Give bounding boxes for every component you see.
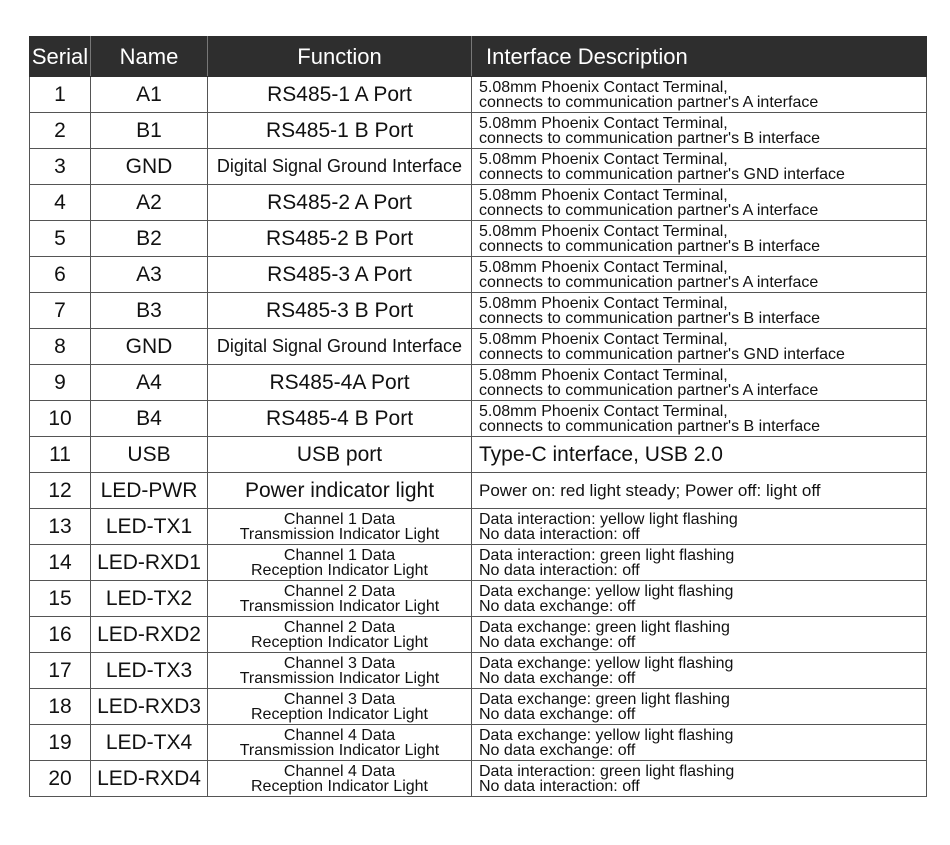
interface-description-cell [472, 581, 927, 617]
interface-description-cell [472, 761, 927, 797]
function-cell [208, 365, 472, 401]
interface-table [29, 36, 927, 797]
description-line: 5.08mm Phoenix Contact Terminal, [479, 150, 728, 168]
name-cell: LED-RXD2 [91, 617, 208, 653]
table-row [30, 293, 927, 329]
header-name: Name [91, 37, 208, 77]
description-line: Data exchange: yellow light flashing [479, 726, 734, 744]
table-row [30, 761, 927, 797]
function-line: Channel 1 Data [283, 510, 396, 528]
name-cell: A2 [91, 185, 208, 221]
serial-cell: 16 [30, 617, 91, 653]
serial-cell: 7 [30, 293, 91, 329]
table-row [30, 113, 927, 149]
function-line: Power indicator light [244, 478, 435, 502]
function-line: USB port [296, 442, 383, 466]
header-interface-description: Interface Description [472, 37, 927, 77]
interface-description-cell [472, 473, 927, 509]
table-row [30, 617, 927, 653]
function-cell [208, 581, 472, 617]
serial-cell: 11 [30, 437, 91, 473]
interface-description-cell [472, 617, 927, 653]
function-line: RS485-4 B Port [265, 406, 414, 430]
function-line: Reception Indicator Light [251, 633, 428, 651]
description-line: Data exchange: green light flashing [479, 690, 730, 708]
serial-cell: 5 [30, 221, 91, 257]
function-line: Transmission Indicator Light [239, 525, 440, 543]
table-row [30, 545, 927, 581]
serial-cell: 18 [30, 689, 91, 725]
function-line: Reception Indicator Light [251, 705, 428, 723]
function-line: Channel 3 Data [283, 690, 396, 708]
interface-description-cell [472, 545, 927, 581]
interface-description-cell [472, 77, 927, 113]
description-line: 5.08mm Phoenix Contact Terminal, [479, 186, 728, 204]
interface-description-cell [472, 725, 927, 761]
function-line: RS485-2 B Port [265, 226, 414, 250]
function-cell [208, 149, 472, 185]
description-line: connects to communication partner's B interface [479, 309, 820, 327]
table-row [30, 725, 927, 761]
function-line: RS485-2 A Port [267, 190, 412, 214]
description-line: No data interaction: off [479, 777, 640, 795]
header-function: Function [208, 37, 472, 77]
table-header-row [30, 37, 927, 77]
description-line: connects to communication partner's A interface [479, 93, 819, 111]
serial-cell: 12 [30, 473, 91, 509]
description-line: No data exchange: off [479, 597, 636, 615]
serial-cell: 9 [30, 365, 91, 401]
function-cell [208, 293, 472, 329]
description-line: 5.08mm Phoenix Contact Terminal, [479, 402, 728, 420]
table-row [30, 329, 927, 365]
name-cell: B2 [91, 221, 208, 257]
function-line: Digital Signal Ground Interface [216, 156, 463, 176]
function-cell [208, 257, 472, 293]
serial-cell: 15 [30, 581, 91, 617]
table-row [30, 365, 927, 401]
description-line: 5.08mm Phoenix Contact Terminal, [479, 222, 728, 240]
interface-description-cell [472, 401, 927, 437]
name-cell: USB [91, 437, 208, 473]
description-line: Data exchange: green light flashing [479, 618, 730, 636]
function-cell [208, 113, 472, 149]
interface-description-cell [472, 113, 927, 149]
function-line: Transmission Indicator Light [239, 741, 440, 759]
function-line: RS485-3 B Port [265, 298, 414, 322]
function-cell [208, 77, 472, 113]
description-line: 5.08mm Phoenix Contact Terminal, [479, 294, 728, 312]
description-line: Data interaction: green light flashing [479, 762, 735, 780]
description-line: 5.08mm Phoenix Contact Terminal, [479, 330, 728, 348]
serial-cell: 4 [30, 185, 91, 221]
name-cell: LED-PWR [91, 473, 208, 509]
header-serial: Serial [30, 37, 91, 77]
description-line: connects to communication partner's GND interface [479, 165, 845, 183]
function-line: Channel 2 Data [283, 618, 396, 636]
description-line: connects to communication partner's GND interface [479, 345, 845, 363]
description-line: connects to communication partner's B interface [479, 237, 820, 255]
description-line: Power on: red light steady; Power off: light off [479, 480, 821, 500]
interface-description-cell [472, 185, 927, 221]
description-line: 5.08mm Phoenix Contact Terminal, [479, 258, 728, 276]
function-line: Channel 1 Data [283, 546, 396, 564]
serial-cell: 10 [30, 401, 91, 437]
description-line: No data exchange: off [479, 705, 636, 723]
serial-cell: 17 [30, 653, 91, 689]
table-row [30, 653, 927, 689]
function-line: RS485-1 B Port [265, 118, 414, 142]
interface-description-cell [472, 509, 927, 545]
description-line: Data exchange: yellow light flashing [479, 582, 734, 600]
function-cell [208, 725, 472, 761]
table-row [30, 221, 927, 257]
serial-cell: 13 [30, 509, 91, 545]
serial-cell: 20 [30, 761, 91, 797]
interface-description-cell [472, 689, 927, 725]
description-line: Type-C interface, USB 2.0 [479, 442, 723, 466]
description-line: connects to communication partner's B interface [479, 417, 820, 435]
function-cell [208, 329, 472, 365]
function-line: Digital Signal Ground Interface [216, 336, 463, 356]
name-cell: B3 [91, 293, 208, 329]
table-row [30, 401, 927, 437]
description-line: 5.08mm Phoenix Contact Terminal, [479, 78, 728, 96]
function-line: RS485-3 A Port [267, 262, 412, 286]
description-line: No data interaction: off [479, 525, 640, 543]
function-cell [208, 509, 472, 545]
function-line: Reception Indicator Light [251, 561, 428, 579]
serial-cell: 2 [30, 113, 91, 149]
function-cell [208, 653, 472, 689]
function-cell [208, 689, 472, 725]
name-cell: LED-TX1 [91, 509, 208, 545]
function-line: Channel 4 Data [283, 762, 396, 780]
description-line: connects to communication partner's A interface [479, 273, 819, 291]
function-line: Channel 2 Data [283, 582, 396, 600]
function-line: Reception Indicator Light [251, 777, 428, 795]
serial-cell: 6 [30, 257, 91, 293]
function-line: Transmission Indicator Light [239, 669, 440, 687]
name-cell: LED-RXD1 [91, 545, 208, 581]
table-row [30, 149, 927, 185]
serial-cell: 1 [30, 77, 91, 113]
interface-description-cell [472, 221, 927, 257]
table-row [30, 509, 927, 545]
function-cell [208, 761, 472, 797]
serial-cell: 8 [30, 329, 91, 365]
name-cell: A3 [91, 257, 208, 293]
interface-description-cell [472, 149, 927, 185]
table-row [30, 689, 927, 725]
function-cell [208, 545, 472, 581]
name-cell: LED-TX2 [91, 581, 208, 617]
name-cell: LED-RXD3 [91, 689, 208, 725]
description-line: Data interaction: yellow light flashing [479, 510, 738, 528]
name-cell: A1 [91, 77, 208, 113]
description-line: No data exchange: off [479, 669, 636, 687]
interface-description-cell [472, 329, 927, 365]
name-cell: LED-TX3 [91, 653, 208, 689]
function-line: RS485-1 A Port [267, 82, 412, 106]
name-cell: GND [91, 329, 208, 365]
table-row [30, 581, 927, 617]
description-line: No data exchange: off [479, 633, 636, 651]
name-cell: LED-RXD4 [91, 761, 208, 797]
description-line: 5.08mm Phoenix Contact Terminal, [479, 114, 728, 132]
function-cell [208, 185, 472, 221]
name-cell: B4 [91, 401, 208, 437]
description-line: No data exchange: off [479, 741, 636, 759]
function-cell [208, 473, 472, 509]
description-line: Data interaction: green light flashing [479, 546, 735, 564]
description-line: Data exchange: yellow light flashing [479, 654, 734, 672]
function-cell [208, 617, 472, 653]
interface-description-cell [472, 293, 927, 329]
interface-description-cell [472, 257, 927, 293]
description-line: connects to communication partner's B interface [479, 129, 820, 147]
name-cell: GND [91, 149, 208, 185]
table-row [30, 77, 927, 113]
description-line: 5.08mm Phoenix Contact Terminal, [479, 366, 728, 384]
function-cell [208, 437, 472, 473]
function-line: RS485-4A Port [269, 370, 410, 394]
table-row [30, 185, 927, 221]
table-row [30, 437, 927, 473]
name-cell: LED-TX4 [91, 725, 208, 761]
interface-description-cell [472, 653, 927, 689]
description-line: connects to communication partner's A interface [479, 381, 819, 399]
serial-cell: 14 [30, 545, 91, 581]
function-line: Transmission Indicator Light [239, 597, 440, 615]
serial-cell: 19 [30, 725, 91, 761]
name-cell: A4 [91, 365, 208, 401]
name-cell: B1 [91, 113, 208, 149]
description-line: connects to communication partner's A interface [479, 201, 819, 219]
serial-cell: 3 [30, 149, 91, 185]
function-line: Channel 4 Data [283, 726, 396, 744]
function-cell [208, 401, 472, 437]
function-cell [208, 221, 472, 257]
description-line: No data interaction: off [479, 561, 640, 579]
interface-description-cell [472, 437, 927, 473]
table-row [30, 257, 927, 293]
function-line: Channel 3 Data [283, 654, 396, 672]
table-row [30, 473, 927, 509]
interface-description-cell [472, 365, 927, 401]
